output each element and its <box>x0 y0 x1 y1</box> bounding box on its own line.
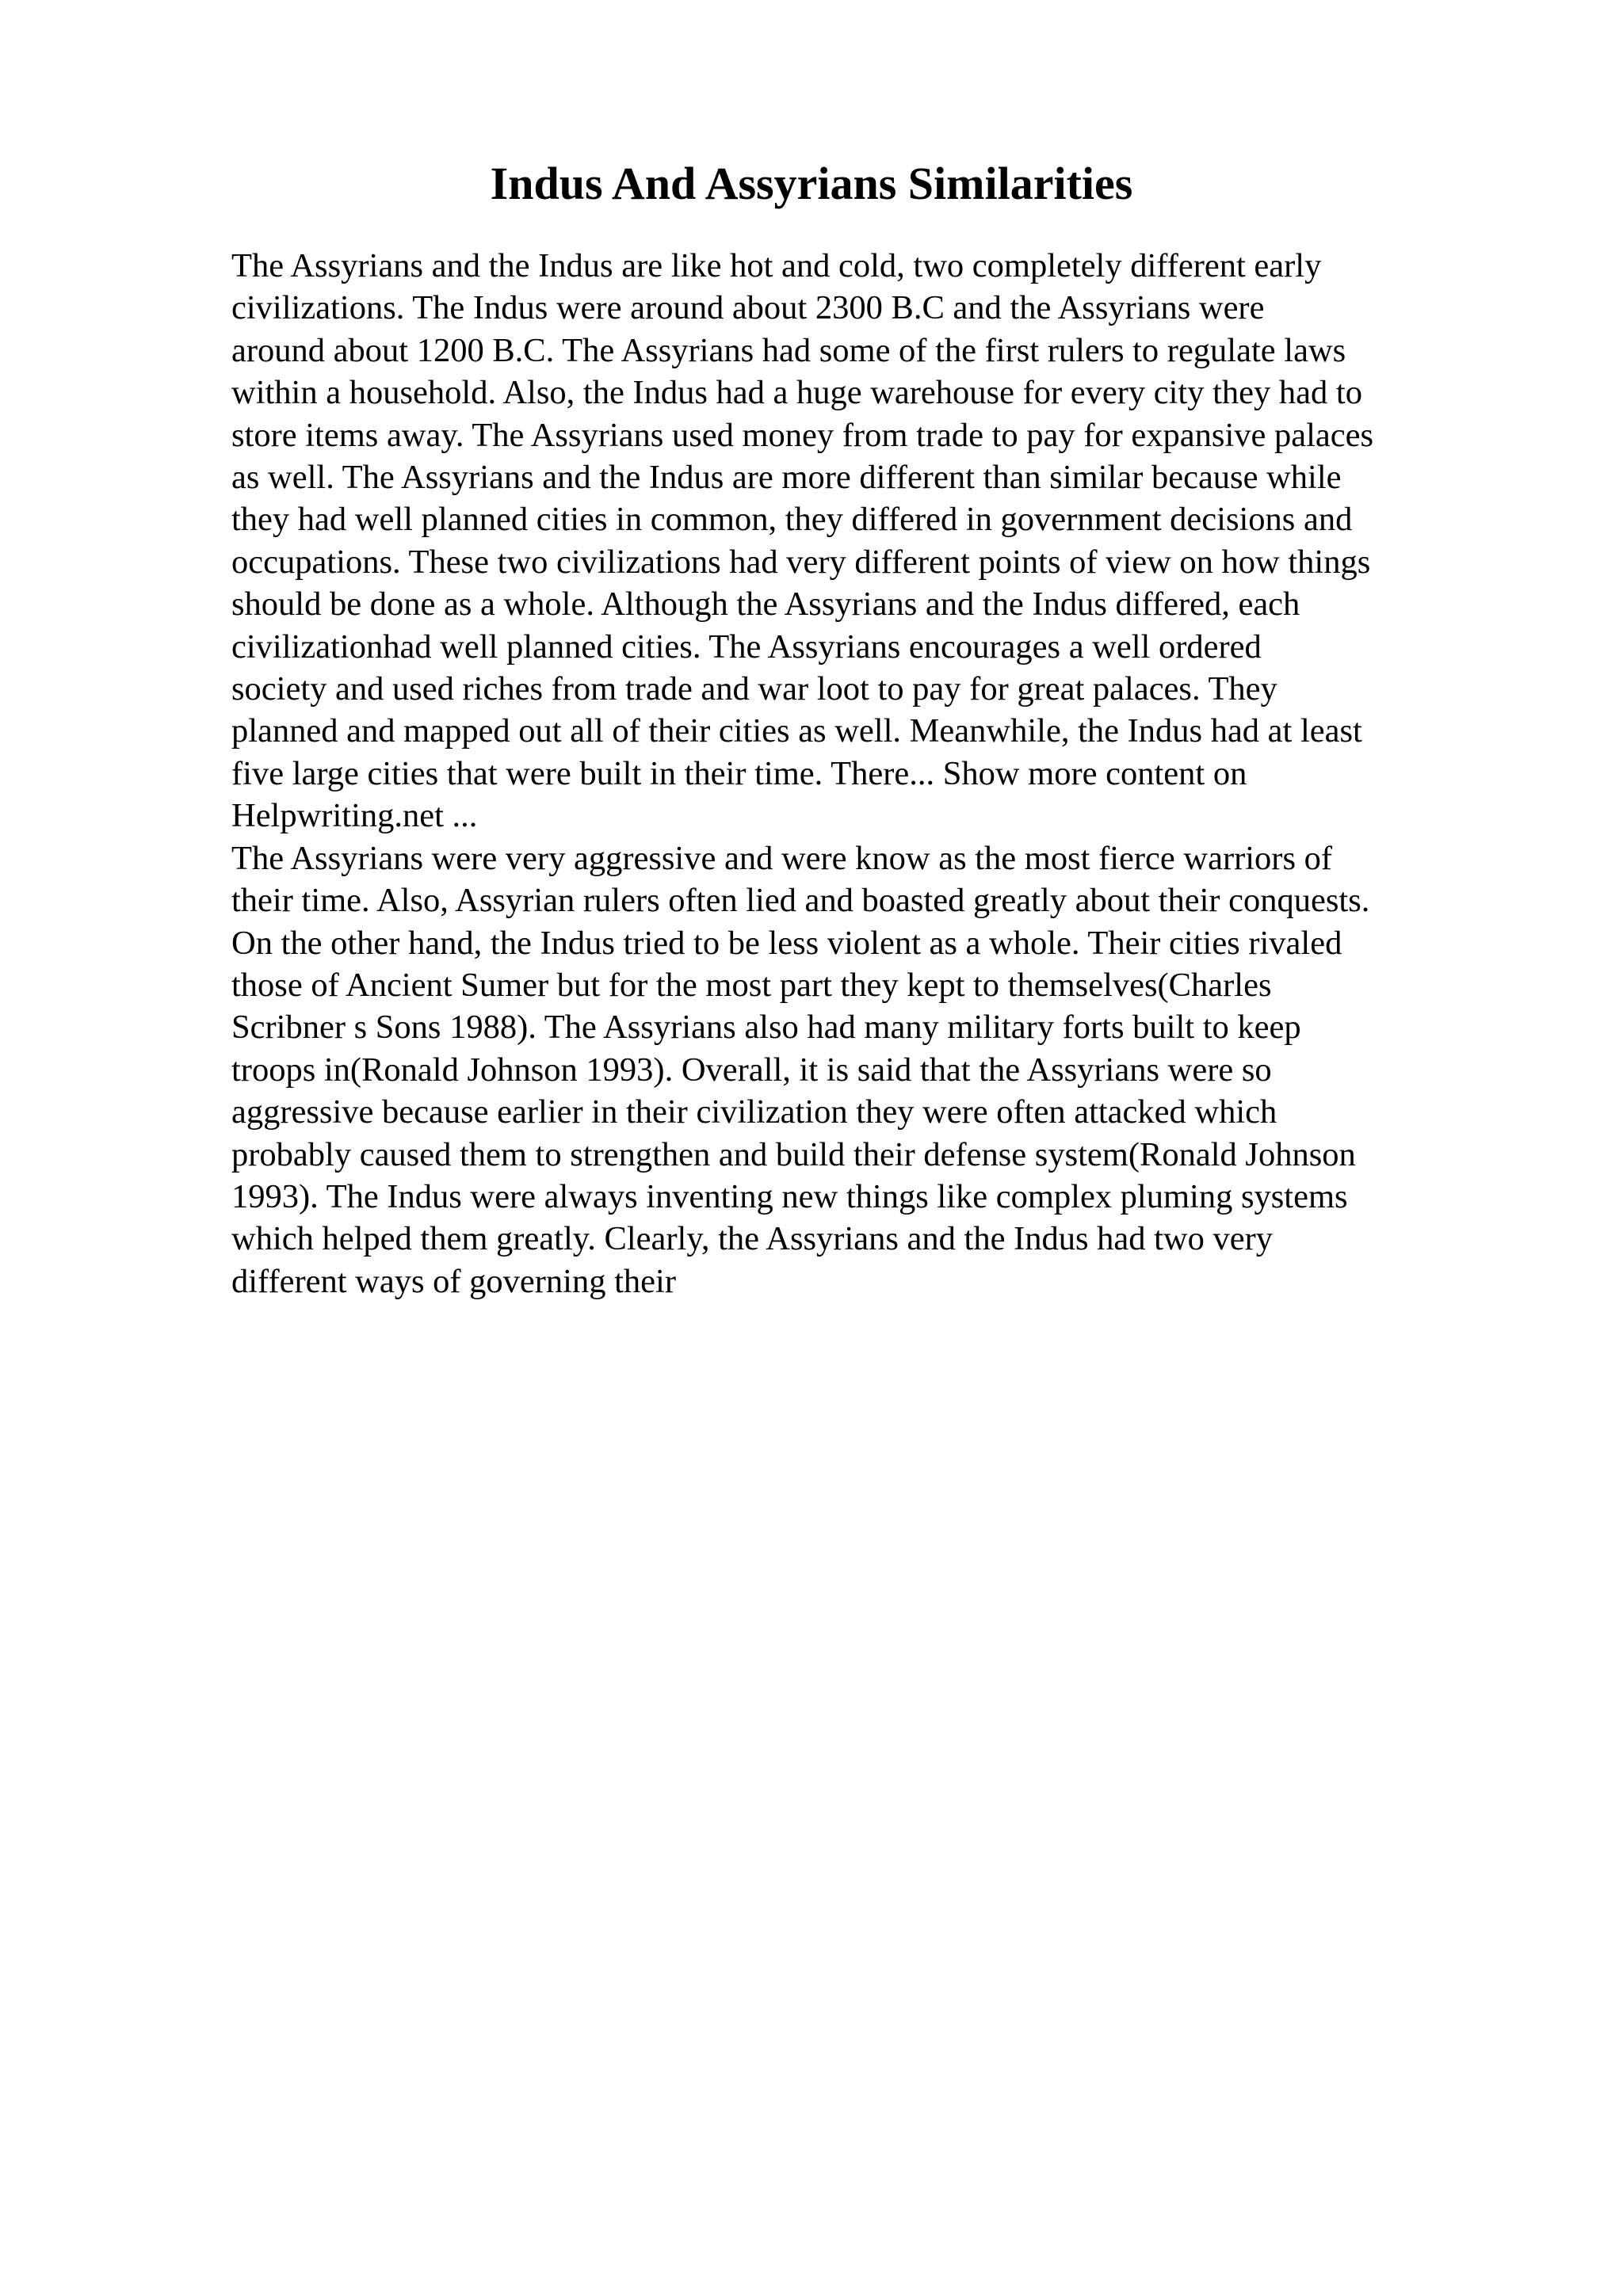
body-line: planned and mapped out all of their cities as well. Meanwhile, the Indus had at least <box>231 712 1362 750</box>
body-line: The Assyrians were very aggressive and were know as the most fierce warriors of <box>231 839 1333 877</box>
body-line: Scribner s Sons 1988). The Assyrians also had many military forts built to keep <box>231 1009 1301 1047</box>
show-more-link[interactable]: Helpwriting.net ... <box>231 797 478 835</box>
body-line: which helped them greatly. Clearly, the Assyrians and the Indus had two very <box>231 1220 1274 1258</box>
document-body <box>231 245 1499 1302</box>
body-line: troops in(Ronald Johnson 1993). Overall, it is said that the Assyrians were so <box>231 1051 1272 1089</box>
body-line: store items away. The Assyrians used money from trade to pay for expansive palaces <box>231 416 1374 454</box>
body-line: aggressive because earlier in their civilization they were often attacked which <box>231 1093 1277 1131</box>
body-line: they had well planned cities in common, they differed in government decisions and <box>231 501 1353 539</box>
document-title: Indus And Assyrians Similarities <box>490 158 1133 209</box>
body-line: their time. Also, Assyrian rulers often lied and boasted greatly about their conquests. <box>231 882 1370 920</box>
body-line: civilizations. The Indus were around about 2300 B.C and the Assyrians were <box>231 289 1265 327</box>
body-line: around about 1200 B.C. The Assyrians had some of the first rulers to regulate laws <box>231 331 1346 369</box>
body-line: civilizationhad well planned cities. The Assyrians encourages a well ordered <box>231 627 1262 666</box>
body-line: five large cities that were built in their time. There... Show more content on <box>231 754 1247 792</box>
body-line: different ways of governing their <box>231 1262 676 1300</box>
body-line: should be done as a whole. Although the Assyrians and the Indus differed, each <box>231 585 1300 624</box>
body-line: 1993). The Indus were always inventing new things like complex pluming systems <box>231 1177 1348 1215</box>
body-line: probably caused them to strengthen and build their defense system(Ronald Johnson <box>231 1135 1356 1173</box>
body-line: society and used riches from trade and war loot to pay for great palaces. They <box>231 670 1277 708</box>
body-line: those of Ancient Sumer but for the most part they kept to themselves(Charles <box>231 966 1272 1004</box>
body-line: as well. The Assyrians and the Indus are more different than similar because while <box>231 459 1342 497</box>
body-line: occupations. These two civilizations had very different points of view on how things <box>231 543 1371 581</box>
body-line: The Assyrians and the Indus are like hot and cold, two completely different early <box>231 247 1322 284</box>
body-line: within a household. Also, the Indus had a huge warehouse for every city they had to <box>231 374 1362 412</box>
body-line: On the other hand, the Indus tried to be less violent as a whole. Their cities rivaled <box>231 924 1342 962</box>
